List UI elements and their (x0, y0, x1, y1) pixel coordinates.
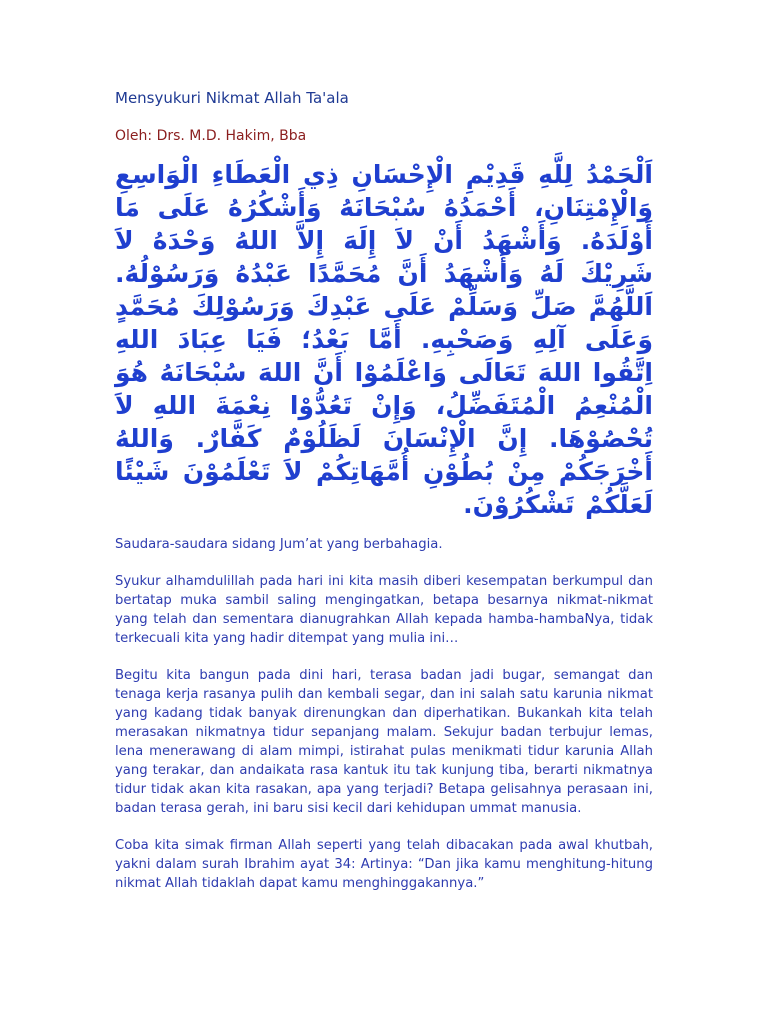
document-title: Mensyukuri Nikmat Allah Ta'ala (115, 89, 349, 107)
body-paragraph-3: Coba kita simak firman Allah seperti yang telah dibacakan pada awal khutbah, yakni dalam surah Ibrahim ayat 34: Artinya: “Dan jika kamu menghitung-hitung nikmat Allah tidaklah dapat kamu menghinggakannya.” (115, 838, 653, 891)
greeting-paragraph: Saudara-saudara sidang Jum’at yang berbahagia. (115, 537, 443, 552)
author-line: Oleh: Drs. M.D. Hakim, Bba (115, 128, 307, 144)
body-paragraph-2: Begitu kita bangun pada dini hari, terasa badan jadi bugar, semangat dan tenaga kerja rasanya pulih dan kembali segar, dan ini salah satu karunia nikmat yang kadang tidak banyak direnungkan dan diperhatikan. Bukankah kita telah merasakan nikmatnya tidur sepanjang malam. Sekujur badan terbujur lemas, lena menerawang di alam mimpi, istirahat pulas menikmati tidur karunia Allah yang terakar, dan andaikata rasa kantuk itu tak kunjung tiba, berarti nikmatnya tidur tidak akan kita rasakan, apa yang terjadi? Betapa gelisahnya perasaan ini, badan terasa gerah, ini baru sisi kecil dari kehidupan ummat manusia. (115, 668, 653, 816)
body-paragraph-1: Syukur alhamdulillah pada hari ini kita masih diberi kesempatan berkumpul dan bertatap muka sambil saling mengingatkan, betapa besarnya nikmat-nikmat yang telah dan sementara dianugrahkan Allah kepada hamba-hambaNya, tidak terkecuali kita yang hadir ditempat yang mulia ini… (115, 574, 653, 646)
arabic-opening-text: اَلْحَمْدُ لِلَّهِ قَدِيْمِ الْإِحْسَانِ ذِي الْعَطَاءِ الْوَاسِعِ وَالْإِمْتِنَانِ، أَحْمَدُهُ سُبْحَانَهُ وَأَشْكُرُهُ عَلَى مَا أَوْلَدَهُ. وَأَشْهَدُ أَنْ لاَ إِلَهَ إِلاَّ اللهُ وَحْدَهُ لاَ شَرِيْكَ لَهُ وَأَشْهَدُ أَنَّ مُحَمَّدًا عَبْدُهُ وَرَسُوْلُهُ. اَللَّهُمَّ صَلِّ وَسَلِّمْ عَلَى عَبْدِكَ وَرَسُوْلِكَ مُحَمَّدٍ وَعَلَى آلِهِ وَصَحْبِهِ. أَمَّا بَعْدُ؛ فَيَا عِبَادَ اللهِ اِتَّقُوا اللهَ تَعَالَى وَاعْلَمُوْا أَنَّ اللهَ سُبْحَانَهُ هُوَ الْمُنْعِمُ الْمُتَفَضِّلُ، وَإِنْ تَعُدُّوْا نِعْمَةَ اللهِ لاَ تُحْصُوْهَا. إِنَّ الْإِنْسَانَ لَظَلُوْمٌ كَفَّارٌ. وَاللهُ أَخْرَجَكُمْ مِنْ بُطُوْنِ أُمَّهَاتِكُمْ لاَ تَعْلَمُوْنَ شَيْئًا لَعَلَّكُمْ تَشْكُرُوْنَ. (115, 160, 653, 519)
document-page (115, 88, 653, 911)
